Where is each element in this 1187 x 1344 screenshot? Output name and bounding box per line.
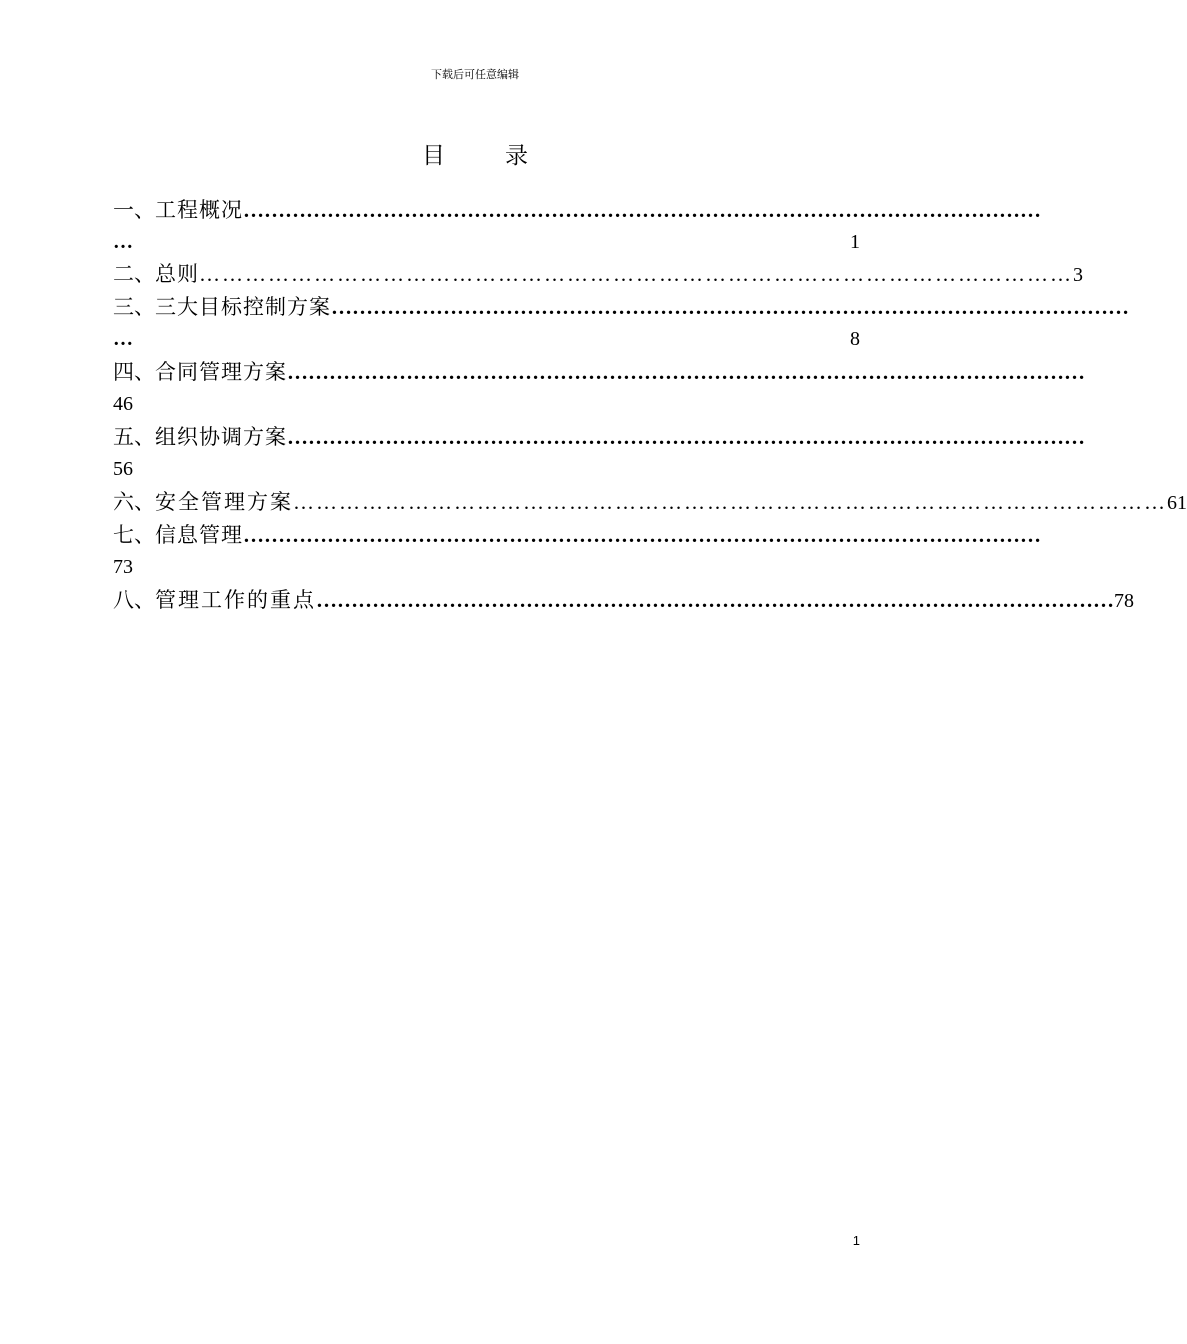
toc-entry-page: 8 xyxy=(850,328,860,350)
toc-entry[interactable] xyxy=(113,258,1083,290)
toc-entry-label: 三大目标控制方案 xyxy=(155,295,331,319)
toc-entry-number: 一、 xyxy=(113,198,155,222)
toc-leader-dots: …………………………………………………………………………………………………… xyxy=(243,198,1041,222)
toc-entry-number: 四、 xyxy=(113,360,155,384)
toc-title-char-2: 录 xyxy=(505,143,528,169)
toc-entry[interactable] xyxy=(113,519,1041,551)
toc-entry-page: 1 xyxy=(850,231,860,253)
toc-entry-label: 管理工作的重点 xyxy=(155,588,316,612)
toc-entry-continuation xyxy=(113,323,860,355)
toc-entry-page: 3 xyxy=(1073,264,1083,286)
toc-entry-continuation xyxy=(113,453,860,485)
toc-entry-label: 工程概况 xyxy=(155,198,243,222)
toc-entry[interactable] xyxy=(113,194,1041,226)
toc-leader-dots: … xyxy=(113,328,133,350)
toc-title xyxy=(0,137,950,170)
toc-entry-number: 二、 xyxy=(113,262,155,286)
page-header: 下载后可任意编辑 xyxy=(431,68,519,81)
toc-entry[interactable] xyxy=(113,356,1085,388)
toc-leader-dots: …………………………………………………………………………………………………… xyxy=(287,360,1085,384)
page-number: 1 xyxy=(852,1233,860,1248)
toc-entry-continuation xyxy=(113,388,860,420)
toc-entry-page: 61 xyxy=(1167,492,1187,514)
toc-entry-number: 三、 xyxy=(113,295,155,319)
toc-entry-number: 八、 xyxy=(113,588,155,612)
toc-entry-number: 五、 xyxy=(113,425,155,449)
toc-entry[interactable] xyxy=(113,486,1187,518)
toc-entry-label: 合同管理方案 xyxy=(155,360,287,384)
toc-entry-label: 组织协调方案 xyxy=(155,425,287,449)
toc-entry[interactable] xyxy=(113,584,1134,616)
toc-leader-dots: …………………………………………………………………………………………………… xyxy=(199,262,1073,286)
toc-leader-dots: …………………………………………………………………………………………………… xyxy=(243,523,1041,547)
toc-entry-label: 总则 xyxy=(155,262,199,286)
toc-entry[interactable] xyxy=(113,421,1085,453)
toc-title-char-1: 目 xyxy=(422,143,445,169)
toc-entry-page: 56 xyxy=(113,458,133,480)
toc-entry-page: 78 xyxy=(1114,590,1134,612)
toc-leader-dots: … xyxy=(113,231,133,253)
toc-leader-dots: …………………………………………………………………………………………………… xyxy=(316,588,1114,612)
toc-leader-dots: …………………………………………………………………………………………………… xyxy=(293,490,1167,514)
toc-leader-dots: …………………………………………………………………………………………………… xyxy=(287,425,1085,449)
toc-entry-continuation xyxy=(113,226,860,258)
toc-entry-label: 信息管理 xyxy=(155,523,243,547)
toc-entry-continuation xyxy=(113,551,860,583)
toc-entry-number: 七、 xyxy=(113,523,155,547)
toc-entry[interactable] xyxy=(113,291,1129,323)
toc-leader-dots: …………………………………………………………………………………………………… xyxy=(331,295,1129,319)
toc-entry-page: 73 xyxy=(113,556,133,578)
toc-entry-number: 六、 xyxy=(113,490,155,514)
toc-entry-page: 46 xyxy=(113,393,133,415)
toc-entry-label: 安全管理方案 xyxy=(155,490,293,514)
